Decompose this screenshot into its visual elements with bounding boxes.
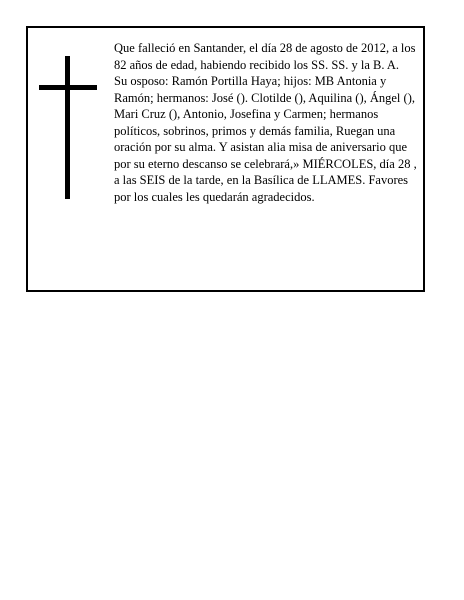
notice-paragraph-death: Que falleció en Santander, el día 28 de agosto de 2012, a los 82 años de edad, habiendo recibido los SS. SS. y la B. A. [114, 41, 416, 72]
cross-horizontal-bar [39, 85, 97, 90]
obituary-notice [26, 26, 425, 292]
notice-paragraph-family: Su osposo: Ramón Portilla Haya; hijos: MB Antonia y Ramón; hermanos: José (). Clotilde (), Aquilina (), Ángel (), Mari Cruz (), Antonio, Josefina y Carmen; hermanos políticos, sobrinos, primos y demás familia, Ruegan una oración por su alma. Y asistan alia misa de aniversario que por su eterno descanso se celebrará,» MIÉRCOLES, día 28 , a las SEIS de la tarde, en la Basílica de LLAMES. Favores por los cuales les quedarán agradecidos. [114, 74, 417, 204]
notice-text [114, 40, 419, 205]
cross-vertical-bar [65, 56, 70, 199]
